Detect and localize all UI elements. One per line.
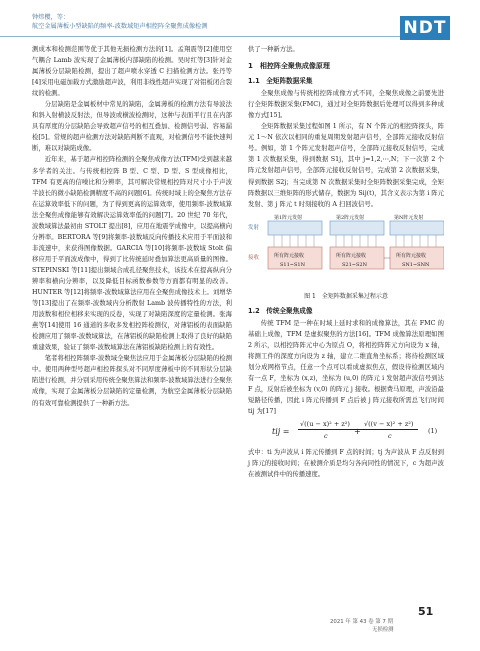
subsection-heading: 1.2 传统全聚焦成像 bbox=[248, 306, 313, 315]
fig-data-label: SN1~SNN bbox=[402, 261, 430, 268]
subsection-heading: 1.1 全矩阵数据采集 bbox=[248, 77, 313, 86]
eq-lhs: tij = bbox=[272, 427, 290, 437]
body-paragraph: 全聚焦成像与传统相控阵成像方式不同，全聚焦成像之前要先进行全矩阵数据采集(FMC)，通过对全矩阵数据后处理可以得到多种成像方式[15]。 bbox=[248, 90, 444, 120]
left-paragraph: 测成本和检测范围等优于其他无损检测方法的[1]。孟翔震等[2]使用空气耦合 Lamb 波实现了金属薄板内部缺陷的检测。吴时红等[3]针对金属薄板分层缺陷检测，提出了超声喷水穿透 C 扫描检测方法。张丹等[4]采用电磁加载方式激励超声波，利用非线性超声实现了对铝板闭合裂纹的检测。 bbox=[32, 46, 232, 98]
header-title: 航空金属薄板小型缺陷的频率-波数域矩声相控阵全聚焦成像检测 bbox=[32, 23, 208, 30]
footer-journal: 2021 年 第 43 卷 第 7 期 bbox=[330, 619, 393, 625]
recv-label: 接收 bbox=[248, 254, 260, 261]
body-paragraph: 全矩阵数据采集过程如图 1 所示，有 N 个阵元的相控阵探头，阵元 1～N 依次以相同的重复周期发射超声信号，全部阵元接收反射信号。例如，第 1 个阵元发射超声信号，全部阵元接收反射信号，完成第 1 次数据采集，得到数据 S1j，其中 j=1,2,⋯,N；下一次第 2 个阵元发射超声信号，全部阵元接收反射信号，完成第 2 次数据采集，得到数据 S2j；当完成第 N 次数据采集时全矩阵数据采集完成，全矩阵数据以三维矩阵的形式储存，数据为 Sij(t)，其含义表示为第 i 阵元发射、第 j 阵元 t 时刻接收的 A 扫回波信号。 bbox=[248, 123, 444, 208]
fig-recv-text: 所有阵元接收 bbox=[336, 252, 367, 259]
fig-data-label: S11~S1N bbox=[280, 261, 305, 268]
left-paragraph: 分层缺陷是金属板材中常见的缺陷，金属薄板的检测方法有导波法和斜入射横波反射法，但导波或横波检测时，这种与表面平行且在内部具有厚度的分层缺陷会导致超声信号的相互叠加、检测信号弱、容易漏检[5]。常规的超声检测方法对缺陷判断不直观，对检测信号不能快速判断，难以对缺陷成像。 bbox=[32, 101, 232, 153]
eq-rhs-a: √((u − x)² + z²) bbox=[300, 420, 350, 429]
equation-1 bbox=[248, 417, 444, 447]
fig-label-top: 第2阵元发射 bbox=[336, 214, 365, 221]
page-header bbox=[0, 0, 480, 44]
eq-plus: + bbox=[354, 427, 361, 437]
eq-rhs-b: √((v − x)² + z²) bbox=[364, 420, 414, 429]
header-authors: 钟炜樱，等： bbox=[32, 14, 70, 21]
body-paragraph: 式中：ti 为声波从 i 阵元传播到 F 点的时间；tj 为声波从 F 点反射到 j 阵元的接收时间；在被测介质是均匀各向同性的情况下，c 为超声波在被测试件中的传播速度。 bbox=[248, 449, 444, 479]
figure-1 bbox=[248, 213, 444, 289]
fig-label-top: 第1阵元发射 bbox=[274, 214, 303, 221]
figure-caption: 图 1 全矩阵数据采集过程示意 bbox=[304, 292, 388, 300]
left-paragraph: 近年来，基于超声相控阵检测的全聚焦成像方法(TFM)受到越来越多学者的关注。与传统相控阵 B 型、C 型、D 型、S 型成像相比，TFM 有更高的信噪比和分辨率，其可解决常规相控阵对尺寸小于声波半波长的微小缺陷检测精度不高的问题[6]。传统时域上的全聚焦方法存在运算效率低下的问题，为了得到更高的运算效率，使用频率-波数域算法全聚焦成像能够有效解决运算效率低的问题[7]。20 世纪 70 年代，波数域算法最初由 STOLT 提出[8]，应用在地震学成像中，以提高横向分辨率。BERTORA 等[9]将频率-波数域反向传播技术应用于平面波和非流速中，来获得图像数据。GARCIA 等[10]将频率-波数域 Stolt 偏移应用于平面波成像中，得到了比传统延时叠加算法更高质量的图像。STEPINSKI 等[11]提出频域合成孔径聚焦技术，该技术在提高纵向分辨率和横向分辨率，以及降低目标函数参数等方面都有明显的改善。HUNTER 等[12]将频率-波数域算法应用在全聚焦成像技术上。刘增华等[13]提出了在频率-波数域内分析散射 Lamb 波传播特性的方法，利用波数和相位相移来实现的反卷，实现了对缺陷深度的定量检测。张海燕等[14]使用 16 通道的多收多发相控阵检测仪，对薄铝板的表面缺陷检测应用了频率-波数域算法，在薄铝板的缺陷检测上取得了良好的缺陷重建效果，验证了频率-波数域算法在薄铝板缺陷检测上的有效性。 bbox=[32, 156, 232, 352]
eq-den: c bbox=[388, 432, 392, 441]
left-column bbox=[32, 44, 232, 409]
eq-fraction-line bbox=[298, 429, 418, 430]
right-intro: 供了一种新方法。 bbox=[248, 46, 299, 53]
page-number: 51 bbox=[418, 605, 434, 618]
eq-number: (1) bbox=[428, 427, 438, 436]
right-column bbox=[248, 44, 444, 480]
header-divider bbox=[0, 36, 440, 37]
fig-recv-text: 所有阵元接收 bbox=[274, 252, 305, 259]
section-heading: 1 相控阵全聚焦成像原理 bbox=[248, 62, 330, 71]
send-label: 发射 bbox=[248, 224, 260, 231]
fig-ellipsis: ⋯ bbox=[384, 254, 390, 262]
journal-logo: NDT bbox=[400, 16, 450, 40]
element-ticks bbox=[274, 235, 436, 247]
fig-data-label: S21~S2N bbox=[342, 261, 367, 268]
eq-den: c bbox=[324, 432, 328, 441]
fig-label-top: 第N阵元发射 bbox=[394, 214, 424, 221]
fig-recv-text: 所有阵元接收 bbox=[396, 252, 427, 259]
body-paragraph: 传统 TFM 是一种在时域上延时求和的成像算法，其在 FMC 的基础上成像，TFM 是虚拟聚焦的方法[16]。TFM 成像算法原理如图 2 所示，以相控阵阵元中心为原点 O，将相控阵阵元方向设为 x 轴，将测工件的深度方向设为 z 轴，建立二维直角坐标系；将待检测区域划分成网格节点，任意一个点可以看成虚拟焦点，假设待检测区域内有一点 F，坐标为 (x,z)，坐标为 (u,0) 的阵元 i 发射超声波信号到达 F 点，反射后被坐标为 (v,0) 的阵元 j 接收。根据费马原理，声波沿最短路径传播，因此 i 阵元传播到 F 点后被 j 阵元接收所需总飞行时间 tij 为[17] bbox=[248, 319, 444, 416]
left-paragraph: 笔者将相控阵频率-波数域全聚焦法应用于金属薄板分层缺陷的检测中。使用两种型号超声相控阵探头对不同厚度薄板中的不同形状分层缺陷进行检测，并分别采用传统全聚焦算法和频率-波数域算法进行全聚焦成像，实现了金属薄板分层缺陷的定量检测，为航空金属薄板分层缺陷的有效可靠检测提供了一种新方法。 bbox=[32, 355, 232, 407]
footer-journal-name: 无损检测 bbox=[372, 627, 394, 633]
